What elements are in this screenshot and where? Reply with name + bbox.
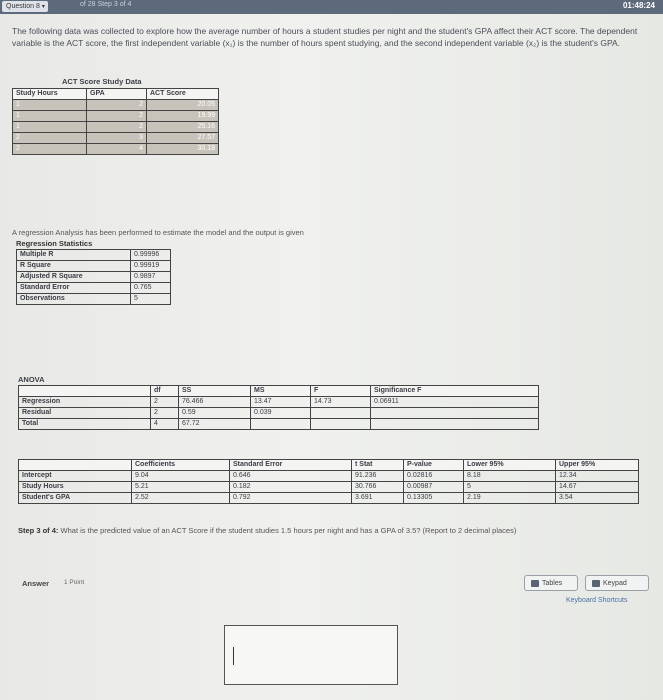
table-icon xyxy=(531,580,539,587)
table-cell: 30.766 xyxy=(352,482,404,493)
step-indicator: of 28 Step 3 of 4 xyxy=(80,1,132,8)
stat-label: R Square xyxy=(17,261,131,272)
stat-label: Adjusted R Square xyxy=(17,272,131,283)
table-cell: 4 xyxy=(151,419,179,430)
anova-table xyxy=(18,385,539,430)
question-select[interactable] xyxy=(2,1,48,12)
table-cell: 13.47 xyxy=(251,397,311,408)
table-cell: Regression xyxy=(19,397,151,408)
intro-text: The following data was collected to explore how the average number of hours a student studies per night and the student's GPA affect their ACT score. The dependent variable is the ACT score, the first independent variable (x₁) is the number of hours spent studying, and the second independent variable (x₂) is the student's GPA. xyxy=(12,26,638,48)
column-header: ACT Score xyxy=(147,89,219,100)
study-data-table xyxy=(12,88,219,155)
table-row xyxy=(13,122,219,133)
stat-value: 0.765 xyxy=(131,283,171,294)
table-cell: 2 xyxy=(87,111,147,122)
table-cell: 0.182 xyxy=(230,482,352,493)
column-header: Study Hours xyxy=(13,89,87,100)
table-cell: 0.792 xyxy=(230,493,352,504)
table-cell: 14.67 xyxy=(556,482,639,493)
table-cell: 1 xyxy=(13,111,87,122)
table-cell: Total xyxy=(19,419,151,430)
anova-title: ANOVA xyxy=(18,375,45,384)
table-cell: 0.59 xyxy=(179,408,251,419)
table-cell: 3 xyxy=(87,133,147,144)
keypad-button-label: Keypad xyxy=(603,579,627,587)
tables-button-label: Tables xyxy=(542,579,563,587)
stat-label: Standard Error xyxy=(17,283,131,294)
study-table-caption: ACT Score Study Data xyxy=(62,77,142,86)
table-cell: 2 xyxy=(13,133,87,144)
column-header: SS xyxy=(179,386,251,397)
column-header: Upper 95% xyxy=(556,460,639,471)
table-cell: 27.57 xyxy=(147,133,219,144)
stat-value: 0.99919 xyxy=(131,261,171,272)
table-cell: 76.466 xyxy=(179,397,251,408)
table-row xyxy=(19,482,639,493)
column-header: P-value xyxy=(404,460,464,471)
keypad-icon xyxy=(592,580,600,587)
table-row xyxy=(13,100,219,111)
table-row xyxy=(13,133,219,144)
column-header: GPA xyxy=(87,89,147,100)
regression-intro: A regression Analysis has been performed to estimate the model and the output is given xyxy=(12,228,304,237)
table-cell: 0.039 xyxy=(251,408,311,419)
table-cell: 14.73 xyxy=(311,397,371,408)
table-cell xyxy=(371,419,539,430)
step-question xyxy=(18,525,618,536)
table-cell: 67.72 xyxy=(179,419,251,430)
table-cell: 0.13305 xyxy=(404,493,464,504)
table-cell xyxy=(251,419,311,430)
table-row xyxy=(13,111,219,122)
table-row xyxy=(13,144,219,155)
table-cell: 5 xyxy=(464,482,556,493)
table-cell: 2.52 xyxy=(132,493,230,504)
table-cell: 5.21 xyxy=(132,482,230,493)
table-cell: 0.06911 xyxy=(371,397,539,408)
regression-statistics-table xyxy=(16,249,171,305)
table-row xyxy=(19,408,539,419)
table-cell: 3.54 xyxy=(556,493,639,504)
column-header: MS xyxy=(251,386,311,397)
timer: 01:48:24 xyxy=(622,1,655,10)
table-header-row xyxy=(13,89,219,100)
step-text: What is the predicted value of an ACT Score if the student studies 1.5 hours per night and has a GPA of 3.5? (Report to 2 decimal places) xyxy=(60,526,517,535)
points-label: 1 Point xyxy=(64,579,85,586)
table-cell: 0.02816 xyxy=(404,471,464,482)
table-cell: 8.18 xyxy=(464,471,556,482)
table-row xyxy=(17,294,171,305)
column-header: Significance F xyxy=(371,386,539,397)
table-cell: 3.691 xyxy=(352,493,404,504)
table-cell: 2 xyxy=(151,397,179,408)
table-cell: Residual xyxy=(19,408,151,419)
table-cell: Intercept xyxy=(19,471,132,482)
regression-statistics-title: Regression Statistics xyxy=(16,239,93,248)
table-cell xyxy=(311,408,371,419)
table-cell xyxy=(311,419,371,430)
column-header: Lower 95% xyxy=(464,460,556,471)
table-row xyxy=(19,471,639,482)
regression-statistics xyxy=(16,239,171,305)
stat-label: Multiple R xyxy=(17,250,131,261)
column-header xyxy=(19,460,132,471)
table-row xyxy=(17,272,171,283)
table-row xyxy=(19,397,539,408)
column-header: Coefficients xyxy=(132,460,230,471)
chevron-down-icon: ▾ xyxy=(41,4,45,10)
column-header: df xyxy=(151,386,179,397)
keyboard-shortcuts-link[interactable]: Keyboard Shortcuts xyxy=(566,597,628,604)
table-cell: 2 xyxy=(87,100,147,111)
column-header: t Stat xyxy=(352,460,404,471)
table-cell: 91.236 xyxy=(352,471,404,482)
keypad-button[interactable] xyxy=(585,575,649,591)
table-cell: 2 xyxy=(151,408,179,419)
table-row xyxy=(17,261,171,272)
stat-value: 0.99996 xyxy=(131,250,171,261)
table-row xyxy=(17,250,171,261)
table-cell: 19.99 xyxy=(147,111,219,122)
table-cell xyxy=(371,408,539,419)
stat-label: Observations xyxy=(17,294,131,305)
table-row xyxy=(17,283,171,294)
tables-button[interactable] xyxy=(524,575,578,591)
table-cell: 1 xyxy=(13,100,87,111)
table-cell: Student's GPA xyxy=(19,493,132,504)
step-label: Step 3 of 4: xyxy=(18,526,59,535)
table-cell: 1 xyxy=(13,122,87,133)
table-cell: 2.19 xyxy=(464,493,556,504)
table-header-row xyxy=(19,386,539,397)
table-cell: 12.34 xyxy=(556,471,639,482)
table-cell: 2 xyxy=(13,144,87,155)
stat-value: 0.9897 xyxy=(131,272,171,283)
table-header-row xyxy=(19,460,639,471)
column-header xyxy=(19,386,151,397)
table-cell: 0.646 xyxy=(230,471,352,482)
table-cell: 25.16 xyxy=(147,122,219,133)
table-cell: 4 xyxy=(87,144,147,155)
table-cell: 20.05 xyxy=(147,100,219,111)
table-cell: 2 xyxy=(87,122,147,133)
text-caret xyxy=(233,647,234,665)
table-cell: 30.18 xyxy=(147,144,219,155)
table-cell: Study Hours xyxy=(19,482,132,493)
answer-label: Answer xyxy=(22,579,50,588)
table-cell: 9.04 xyxy=(132,471,230,482)
column-header: Standard Error xyxy=(230,460,352,471)
table-cell: 0.00987 xyxy=(404,482,464,493)
table-row xyxy=(19,493,639,504)
top-bar xyxy=(0,0,663,14)
column-header: F xyxy=(311,386,371,397)
table-row xyxy=(19,419,539,430)
stat-value: 5 xyxy=(131,294,171,305)
answer-input[interactable] xyxy=(224,625,398,685)
question-select-label: Question 8 xyxy=(6,3,40,10)
coefficients-table xyxy=(18,459,639,504)
